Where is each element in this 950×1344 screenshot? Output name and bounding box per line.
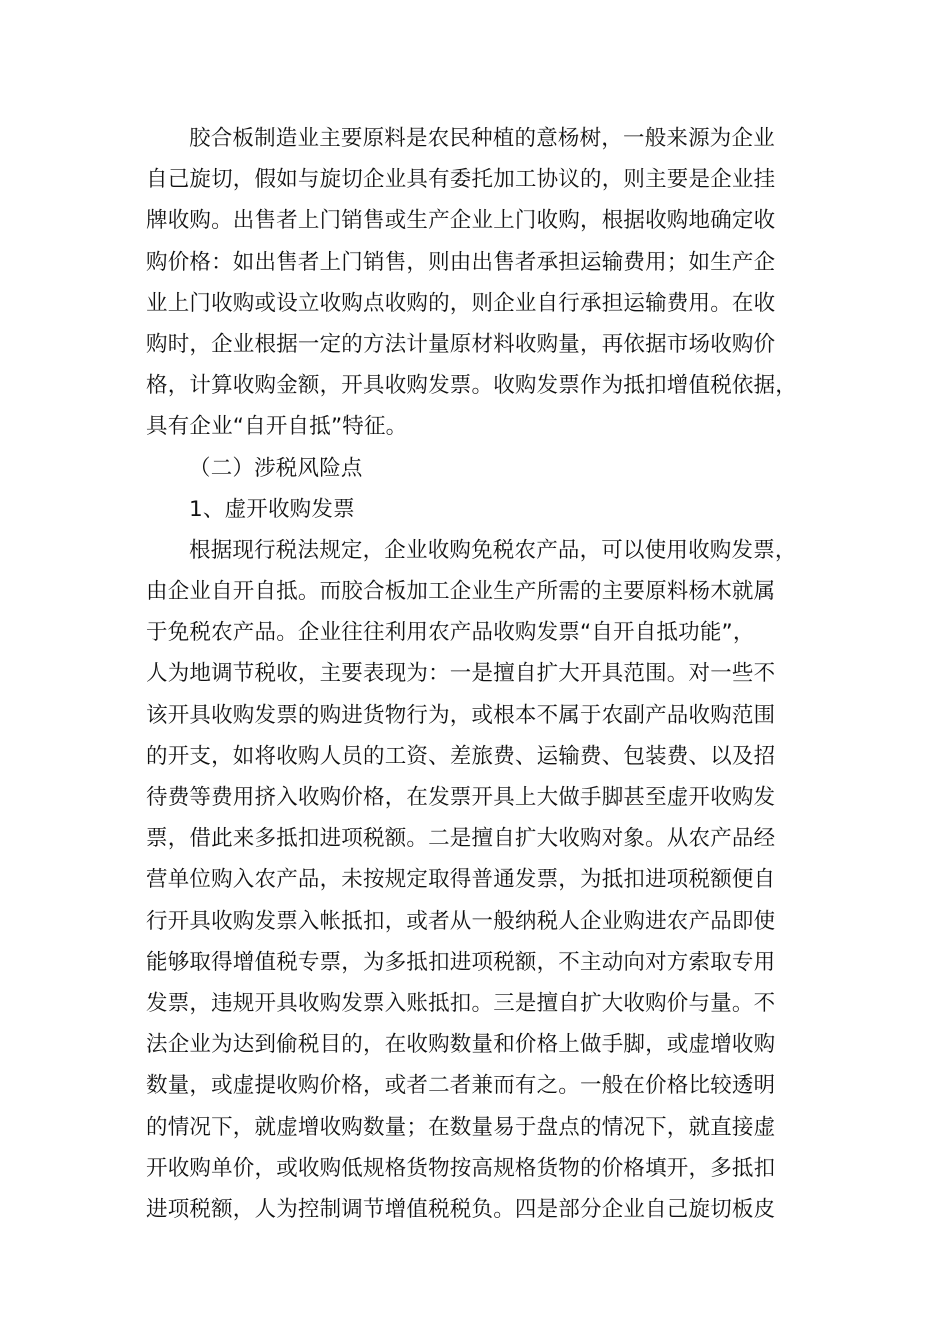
text-line: （二）涉税风险点	[189, 455, 363, 481]
subsection-heading	[146, 489, 806, 530]
paragraph	[146, 118, 806, 448]
text-line: 法企业为达到偷税目的，在收购数量和价格上做手脚，或虚增收购	[146, 1032, 776, 1058]
text-line: 票，借此来多抵扣进项税额。二是擅自扩大收购对象。从农产品经	[146, 826, 776, 852]
section-heading	[146, 448, 806, 489]
text-line: 能够取得增值税专票，为多抵扣进项税额，不主动向对方索取专用	[146, 949, 776, 975]
text-line: 营单位购入农产品，未按规定取得普通发票，为抵扣进项税额便自	[146, 867, 776, 893]
document-body	[146, 118, 806, 1230]
text-line: 牌收购。出售者上门销售或生产企业上门收购，根据收购地确定收	[146, 208, 776, 234]
text-line: 具有企业“自开自抵”特征。	[146, 414, 408, 440]
text-line: 由企业自开自抵。而胶合板加工企业生产所需的主要原料杨木就属	[146, 579, 776, 605]
text-line: 于免税农产品。企业往往利用农产品收购发票“自开自抵功能”，	[146, 620, 755, 646]
text-line: 的开支，如将收购人员的工资、差旅费、运输费、包装费、以及招	[146, 743, 776, 769]
text-line: 购时，企业根据一定的方法计量原材料收购量，再依据市场收购价	[146, 331, 776, 357]
text-line: 的情况下，就虚增收购数量；在数量易于盘点的情况下，就直接虚	[146, 1114, 776, 1140]
text-line: 购价格：如出售者上门销售，则由出售者承担运输费用；如生产企	[146, 249, 776, 275]
text-line: 格，计算收购金额，开具收购发票。收购发票作为抵扣增值税依据，	[146, 373, 798, 399]
text-line: 行开具收购发票入帐抵扣，或者从一般纳税人企业购进农产品即使	[146, 908, 776, 934]
text-line: 业上门收购或设立收购点收购的，则企业自行承担运输费用。在收	[146, 290, 776, 316]
text-line: 发票，违规开具收购发票入账抵扣。三是擅自扩大收购价与量。不	[146, 990, 776, 1016]
text-line: 1、虚开收购发票	[189, 496, 355, 522]
text-line: 该开具收购发票的购进货物行为，或根本不属于农副产品收购范围	[146, 702, 776, 728]
text-line: 开收购单价，或收购低规格货物按高规格货物的价格填开，多抵扣	[146, 1155, 776, 1181]
text-line: 自己旋切，假如与旋切企业具有委托加工协议的，则主要是企业挂	[146, 167, 776, 193]
text-line: 胶合板制造业主要原料是农民种植的意杨树，一般来源为企业	[189, 126, 775, 151]
text-line: 待费等费用挤入收购价格，在发票开具上大做手脚甚至虚开收购发	[146, 785, 776, 810]
text-line: 数量，或虚提收购价格，或者二者兼而有之。一般在价格比较透明	[146, 1073, 776, 1099]
text-line: 根据现行税法规定，企业收购免税农产品，可以使用收购发票，	[189, 537, 797, 563]
paragraph	[146, 530, 806, 1230]
text-line: 人为地调节税收，主要表现为：一是擅自扩大开具范围。对一些不	[146, 661, 776, 687]
text-line: 进项税额，人为控制调节增值税税负。四是部分企业自己旋切板皮	[146, 1196, 776, 1222]
